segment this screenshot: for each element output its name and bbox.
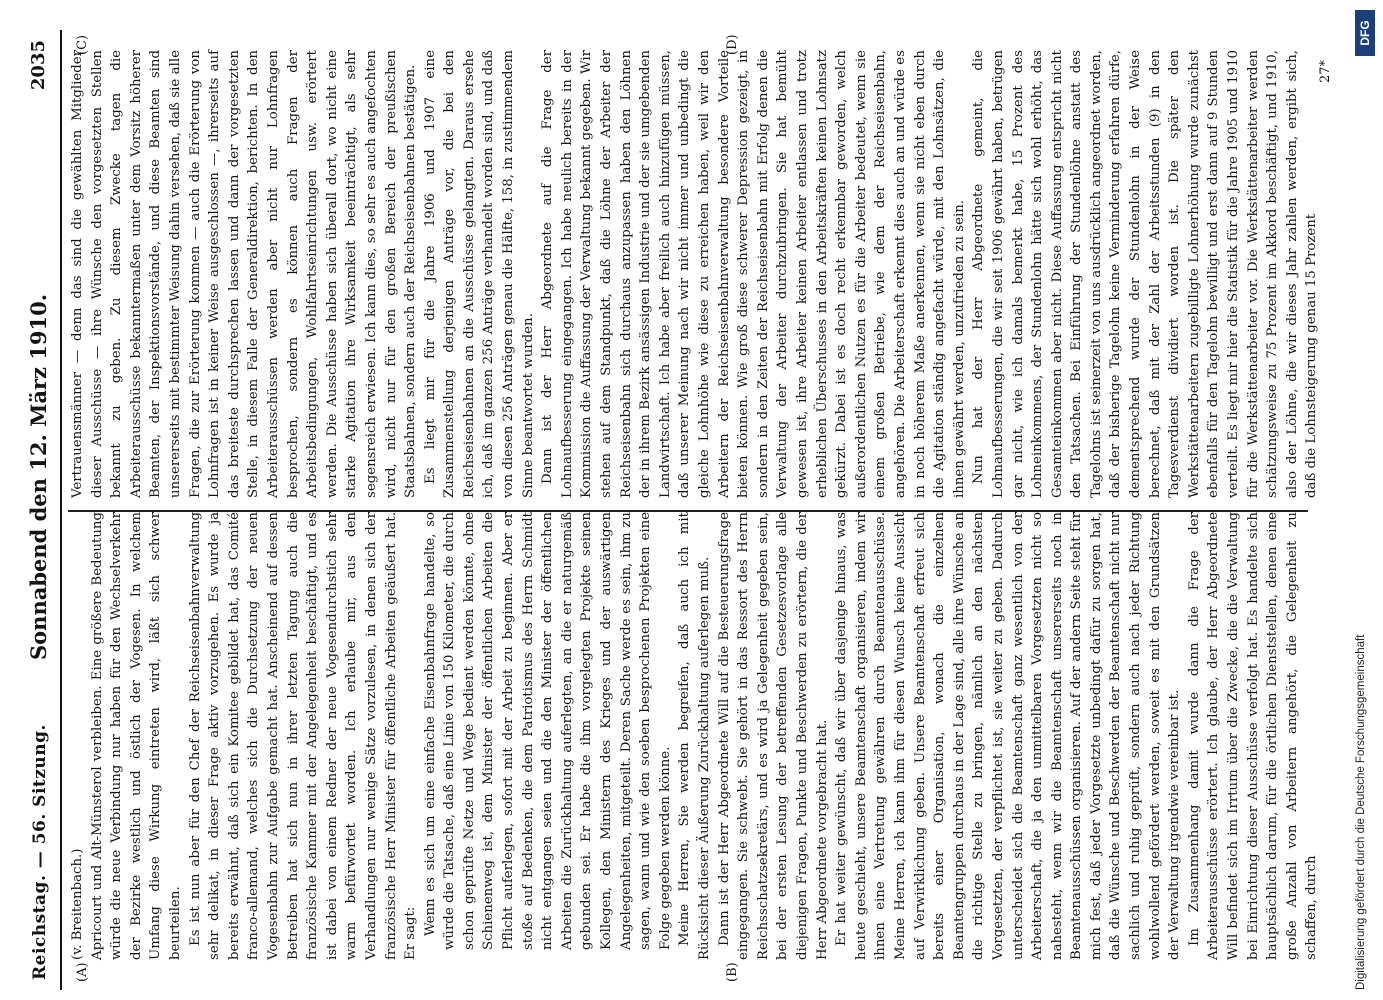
margin-letter-b: (B) (725, 962, 740, 982)
margin-letter-c: (C) (75, 34, 90, 55)
credit-text: Digitalisierung gefördert durch die Deutsche Forschungsgemeinschaft (1355, 634, 1367, 990)
margin-letter-d: (D) (725, 34, 740, 55)
paragraph: Er hat weiter gewünscht, daß wir über dasjenige hinaus, was heute geschieht, unsere Beamtenschaft organisieren, indem wir ihnen eine Vertretung gewähren durch Beamtenausschüsse. Meine Herren, ich kann ihm für diesen Wunsch keine Aussicht auf Verwirklichung geben. Unsere Beamtenschaft erfreut sich bereits einer Organisation, wonach die einzelnen Beamtengruppen durchaus in der Lage sind, alle ihre Wünsche an die richtige Stelle zu bringen, nämlich an den nächsten Vorgesetzten, der verpflichtet ist, sie weiter zu geben. Dadurch unterscheidet sich die Beamtenschaft ganz wesentlich von der Arbeiterschaft, die ja den unmittelbaren Vorgesetzten nicht so nahesteht, wenn wir die Beamtenschaft unsererseits noch in Beamtenausschüssen organisieren. Auf der andern Seite steht für mich fest, daß jeder Vorgesetzte unbedingt dafür zu sorgen hat, daß die Wünsche und Beschwerden der Beamtenschaft nicht nur sachlich und ruhig geprüft, sondern auch nach jeder Richtung wohlwollend gefördert werden, soweit es mit den Grundsätzen der Verwaltung irgendwie vereinbar ist. (834, 512, 1183, 960)
paragraph: Dann ist der Herr Abgeordnete Will auf die Besteuerungsfrage eingegangen. Sie schwebt. Sie gehört in das Ressort des Herrn Reichsschatzsekretärs, und es wird ja Gelegenheit gegeben sein, bei der ersten Lesung der betreffenden Gesetzesvorlage alle diejenigen Fragen, Punkte und Beschwerden zu erörtern, die der Herr Abgeordnete vorgebracht hat. (716, 512, 830, 960)
signature-mark: 27* (1318, 60, 1333, 84)
paragraph: Dann ist der Herr Abgeordnete auf die Frage der Lohnaufbesserung eingegangen. Ich habe neulich bereits in der Kommission die Auffassung der Verwaltung bekannt gegeben. Wir stehen auf dem Standpunkt, daß die Löhne der Arbeiter der Reichseisenbahn sich durchaus anzupassen haben den Löhnen der in ihrem Bezirk ansässigen Industrie und der sie umgebenden Landwirtschaft. Ich habe aber freilich auch hinzufügen müssen, daß unserer Meinung nach wir nicht immer und unbedingt die gleiche Lohnhöhe wie diese zu erreichen haben, weil wir den Arbeitern der Reichseisenbahnverwaltung besondere Vorteile bieten können. Wie groß diese schwerer Depression gezeigt, in sondern in den Zeiten der Reichseisenbahn mit Erfolg denen die Verwaltung der Arbeiter durchzubringen. Sie hat bemüht gewesen ist, ihre Arbeiter keinen Arbeiter entlassen und trotz erheblichen Überschusses in den Arbeitskräften keinen Lohnsatz gekürzt. Dabei ist es doch recht erkennbar geworden, welch außerordentlichen Nutzen es für die Arbeiter bedeutet, wenn sie einem großen Betriebe, wie dem der Reichseisenbahn, angehören. Die Arbeiterschaft erkennt dies auch an und würde es in noch höherem Maße anerkennen, wenn sie nicht eben durch die Agitation ständig angefacht würde, mit den Lohnsätzen, die ihnen gewährt werden, unzufrieden zu sein. (540, 50, 967, 498)
paragraph: Es ist nun aber für den Chef der Reichseisenbahnverwaltung sehr delikat, in dieser Frage aktiv vorzugehen. Es wurde ja bereits erwähnt, daß sich ein Komitee gebildet hat, das Comité franco-allemand, welches sich die Durchsetzung der neuen Vogesenbahn zur Aufgabe gemacht hat. Anscheinend auf dessen Betreiben hat sich nun in ihrer letzten Tagung auch die französische Kammer mit der Angelegenheit beschäftigt, und es ist dabei von einem Redner der neue Vogesendurchstich sehr warm befürwortet worden. Ich erlaube mir, aus den Verhandlungen nur wenige Sätze vorzulesen, in denen sich der französische Herr Minister für öffentliche Arbeiten geäußert hat. Er sagt: (187, 512, 419, 960)
paragraph: Meine Herren, Sie werden begreifen, daß auch ich mit Rücksicht dieser Äußerung Zurückhaltung auferlegen muß. (677, 512, 712, 960)
column-divider (68, 510, 1308, 512)
column-right (68, 50, 1320, 498)
dfg-logo-text: DFG (1358, 20, 1372, 46)
header-left: Reichstag. — 56. Sitzung. (30, 724, 50, 980)
column-left (68, 512, 1320, 960)
paragraph: Es liegt mir für die Jahre 1906 und 1907 eine Zusammenstellung derjenigen Anträge vor, die bei den Reichseisenbahnen an die Ausschüsse gelangten. Daraus ersehe ich, daß im ganzen 256 Anträge verhandelt worden sind, und daß von diesen 256 Anträgen genau die Hälfte, 158, in zustimmendem Sinne beantwortet wurden. (422, 50, 536, 498)
speaker-tag: (v. Breitenbach.) (70, 848, 85, 960)
page-number: 2035 (28, 40, 49, 91)
quotation: Wenn es sich um eine einfache Eisenbahnfrage handelte, so würde die Tatsache, daß eine Linie von 150 Kilometer, die durch schon geprüfte Netze und Wege bedient werden könnte, ohne Schienenweg ist, dem Minister der öffentlichen Arbeiten die Pflicht auferlegen, sofort mit der Arbeit zu beginnen. Aber er stoße auf Bedenken, die dem Patriotismus des Herrn Schmidt nicht entgangen seien und die den Minister der öffentlichen Arbeiten die Zurückhaltung auferlegten, an die er naturgemäß gebunden sei. Er habe die ihm vorgelegten Projekte seinen Kollegen, den Ministern des Krieges und der auswärtigen Angelegenheiten, mitgeteilt. Deren Sache werde es sein, ihm zu sagen, wann und wie den soeben besprochenen Projekten eine Folge gegeben werden könne. (422, 512, 673, 950)
header-date: Sonnabend den 12. März 1910. (26, 293, 51, 660)
margin-letter-a: (A) (75, 962, 90, 982)
paragraph: Im Zusammenhang damit wurde dann die Frage der Arbeiterausschüsse erörtert. Ich glaube, der Herr Abgeordnete Will befindet sich im Irrtum über die Zwecke, die die Verwaltung bei Einrichtung dieser Ausschüsse verfolgt hat. Es handelte sich hauptsächlich darum, für die örtlichen Dienststellen, denen eine große Anzahl von Arbeitern angehört, die Gelegenheit zu schaffen, durch (1186, 512, 1320, 960)
rotated-page-content (20, 30, 1345, 990)
paragraph: Apricourt und Alt-Münsterol verbleiben. Eine größere Bedeutung würde die neue Verbindung nur haben für den Wechselverkehr der Bezirke westlich und östlich der Vogesen. In welchem Umfang diese Wirkung eintreten wird, läßt sich schwer beurteilen. (89, 512, 183, 960)
page-header (20, 30, 62, 990)
paragraph: Vertrauensmänner — denn das sind die gewählten Mitglieder dieser Ausschüsse — ihre Wünsche den vorgesetzten Stellen bekannt zu geben. Zu diesem Zwecke tagen die Arbeiterausschüsse bekanntermaßen unter dem Vorsitz höherer Beamten, der Inspektionsvorstände, und diese Beamten sind unsererseits mit bestimmter Weisung dahin versehen, daß sie alle Fragen, die zur Erörterung kommen — auch die Erörterung von Lohnfragen ist in keiner Weise ausgeschlossen —, ihrerseits auf das breiteste durchsprechen lassen und dann der vorgesetzten Stelle, in diesem Falle der Generaldirektion, berichten. In den Arbeiterausschüssen werden aber nicht nur Lohnfragen besprochen, sondern es können auch Fragen der Arbeitsbedingungen, Wohlfahrtseinrichtungen usw. erörtert werden. Die Ausschüsse haben sich überall dort, wo nicht eine starke Agitation ihre Wirksamkeit beeinträchtigt, als sehr segensreich erwiesen. Ich kann dies, so sehr es auch angefochten wird, nicht nur für den großen Bereich der preußischen Staatsbahnen, sondern auch der Reichseisenbahnen bestätigen. (70, 50, 419, 498)
digitization-credit (1355, 10, 1377, 990)
paragraph: Nun hat der Herr Abgeordnete gemeint, die Lohnaufbesserungen, die wir seit 1906 gewährt haben, betrügen gar nicht, wie ich damals bemerkt habe, 15 Prozent des Lohneinkommens, der Stundenlohn hätte sich wohl erhöht, das Gesamteinkommen aber nicht. Diese Auffassung entspricht nicht den Tatsachen. Bei Einführung der Stundenlöhne anstatt des Tagelohns ist seinerzeit von uns ausdrücklich angeordnet worden, daß der bisherige Tagelohn keine Verminderung erfahren dürfe, dementsprechend wurde der Stundenlohn in der Weise berechnet, daß mit der Zahl der Arbeitsstunden (9) in den Tagesverdienst dividiert worden ist. Die später den Werkstättenarbeitern zugebilligte Lohnerhöhung wurde zunächst ebenfalls für den Tagelohn bewilligt und erst dann auf 9 Stunden verteilt. Es liegt mir hier die Statistik für die Jahre 1905 und 1910 für die Werkstättenarbeiter vor. Die Werkstättenarbeiter werden schätzungsweise zu 75 Prozent im Akkord beschäftigt, und 1910, also der Löhne, die wir dieses Jahr zahlen werden, ergibt sich, daß die Lohnsteigerung genau 15 Prozent (971, 50, 1320, 498)
dfg-logo (1355, 10, 1375, 56)
